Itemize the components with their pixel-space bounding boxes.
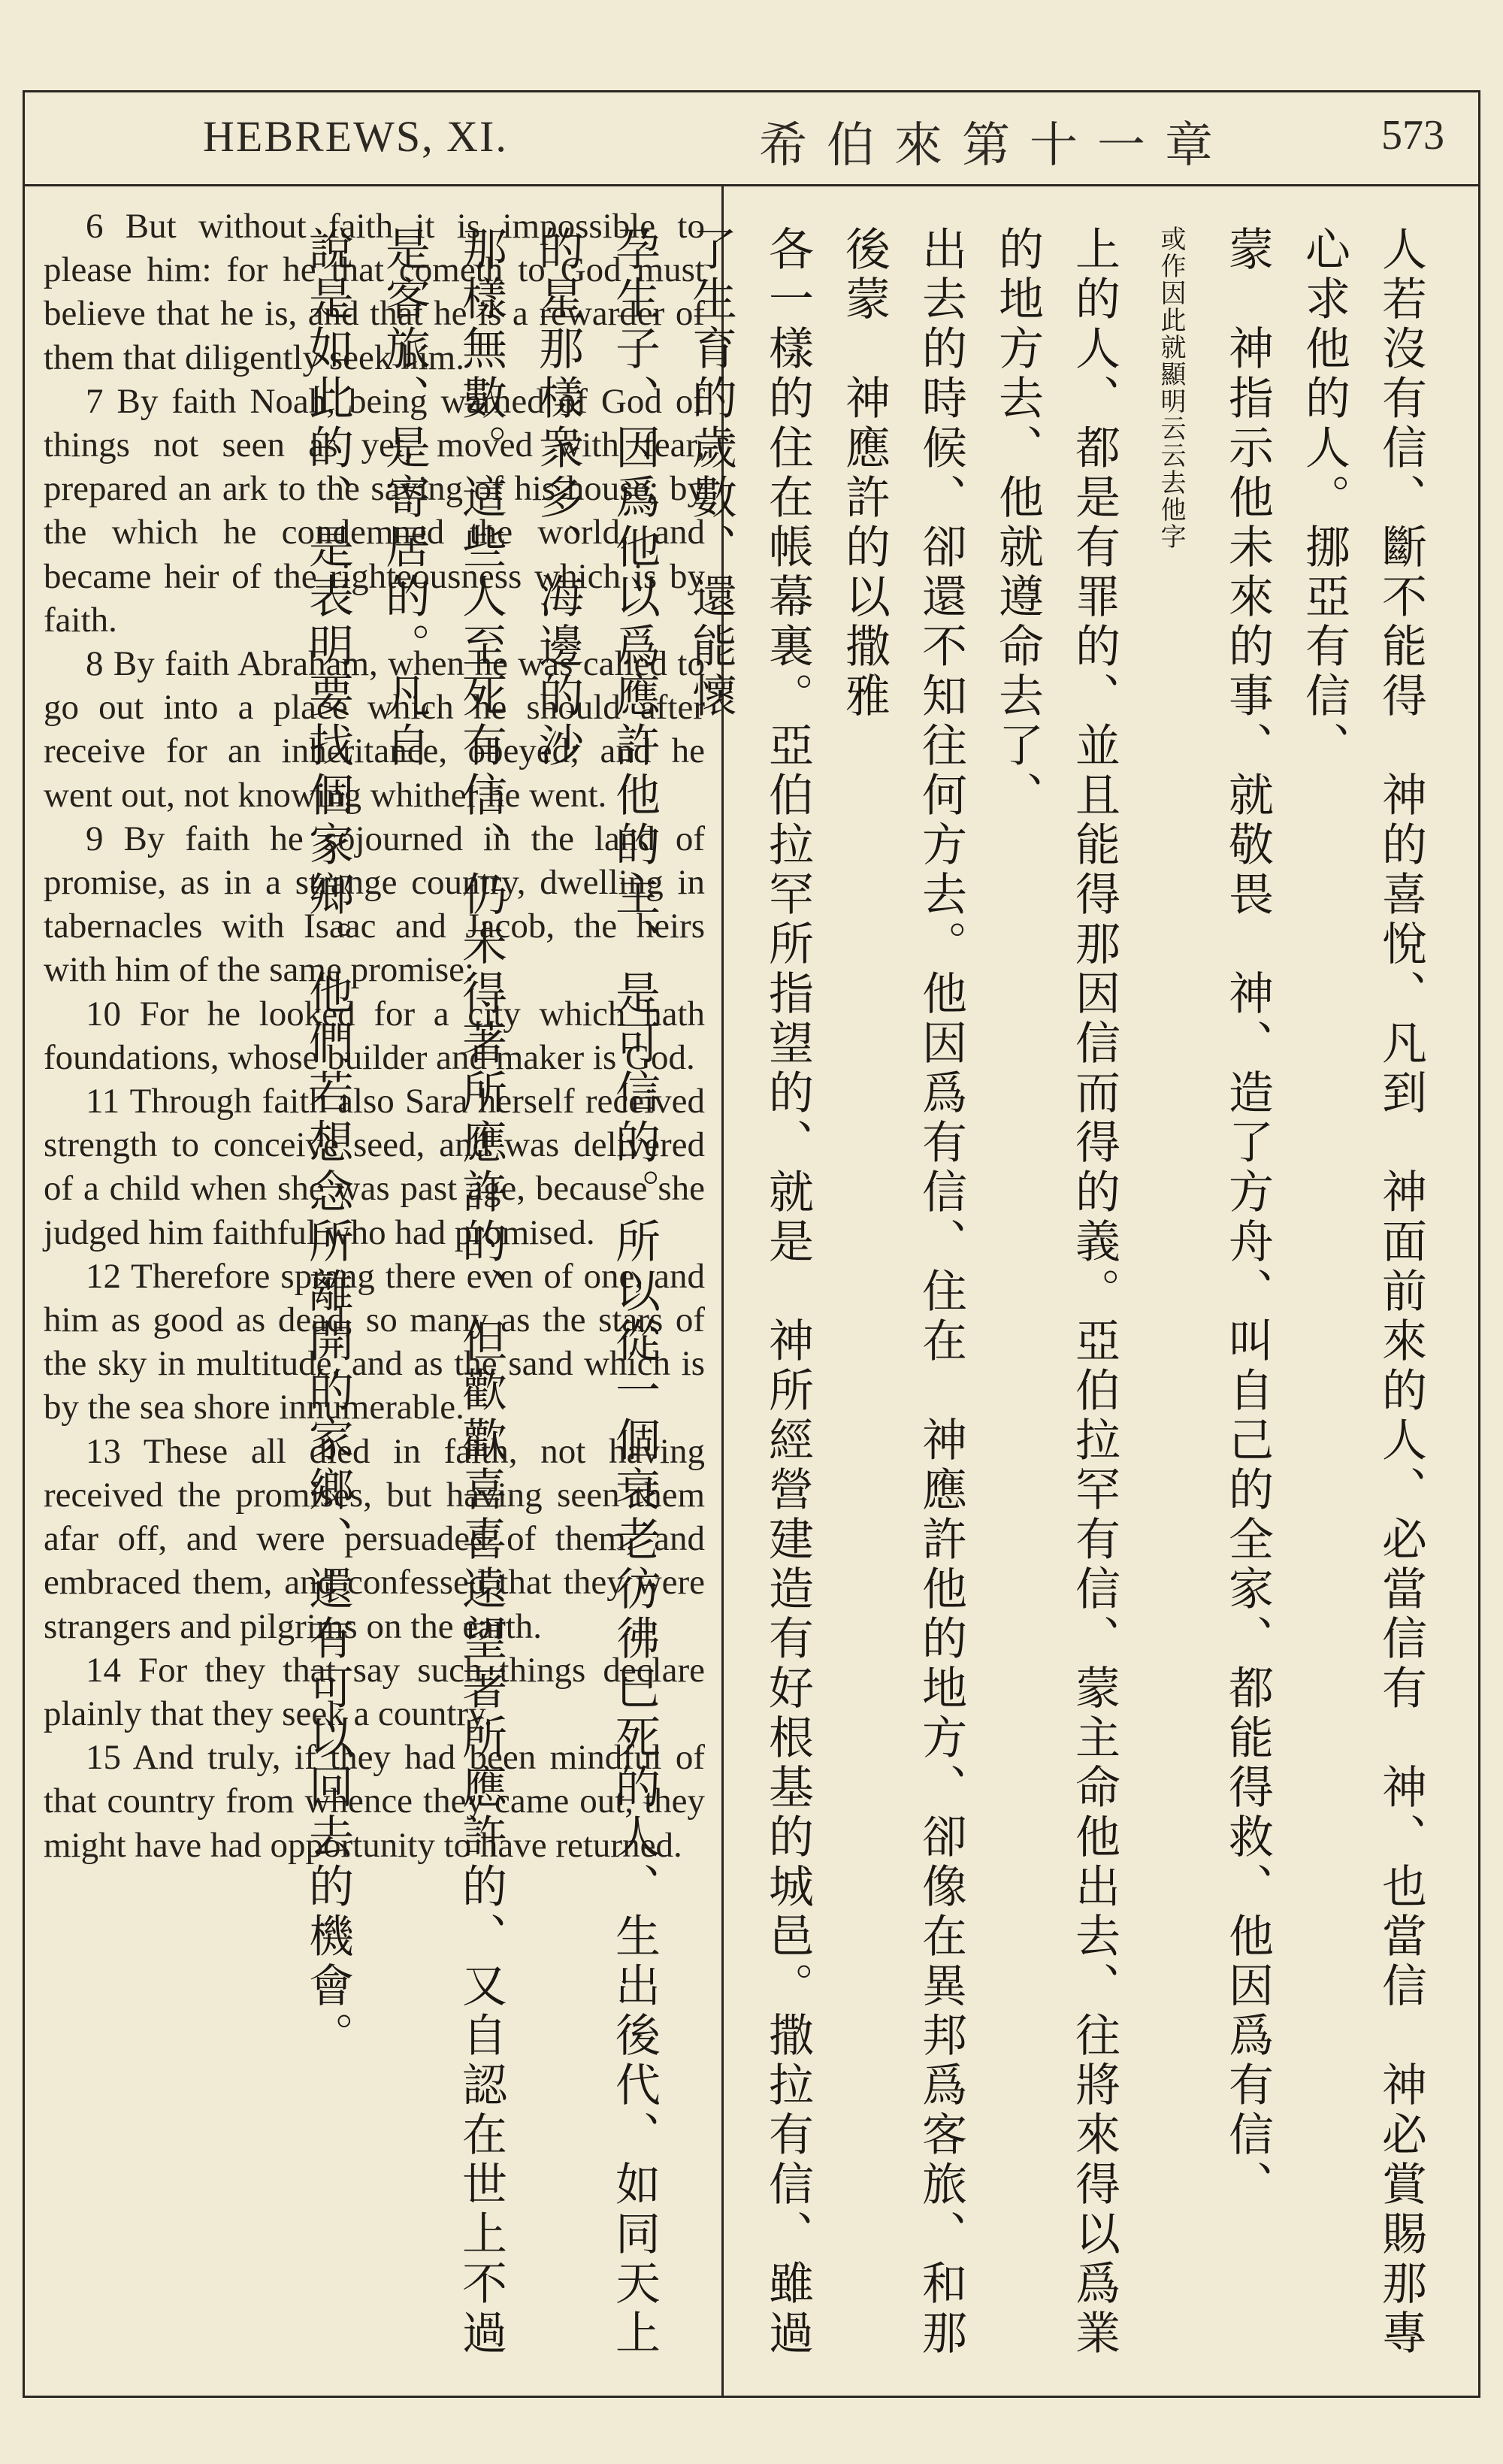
verse-6: 6 But without faith it is impossible to please him: for he that cometh to God must believe that he is, and that he is a rewarder of them that diligently seek him. bbox=[44, 207, 705, 377]
verse-13: 13 These all died in faith, not having received the promises, but having seen them afar off, and were persuaded of them, and embraced them, and confessed that they were strangers and pilgrims on the earth. bbox=[44, 1431, 705, 1646]
header-right-title: 希伯來第十一章 bbox=[759, 118, 1232, 174]
chinese-column-5: 各一樣的住在帳幕裏。亞伯拉罕所指望的、就是 神所經營建造有好根基的城邑。撒拉有信、雖過了生育的歲數、還能懷 bbox=[685, 226, 814, 2359]
verse-10: 10 For he looked for a city which hath foundations, whose builder and maker is God. bbox=[44, 994, 705, 1077]
header-left-title: HEBREWS, XI. bbox=[203, 112, 508, 161]
verse-15: 15 And truly, if they had been mindful of that country from whence they came out, they might have had opportunity to have returned. bbox=[44, 1738, 705, 1865]
chinese-column-1: 人若沒有信、斷不能得 神的喜悅、凡到 神面前來的人、必當信有 神、也當信 神必賞賜那專心求他的人。挪亞有信、 bbox=[1298, 226, 1427, 2359]
chinese-column-7: 那樣無數。這些人至死有信、仍未得著所應許的、但歡歡喜喜遠望著所應許的、又自認在世上不過是客旅、是寄居的。凡自 bbox=[378, 226, 507, 2359]
verse-12: 12 Therefore sprang there even of one, and him as good as dead, so many as the stars of the sky in multitude, and as the sand which is by the sea shore innumerable. bbox=[44, 1256, 705, 1427]
chinese-column-4: 出去的時候、卻還不知往何方去。他因爲有信、住在 神應許他的地方、卻像在異邦爲客旅、和那後蒙 神應許的以撒雅 bbox=[838, 226, 967, 2359]
marginal-note: 或作因此就顯明云云去他字 bbox=[1156, 226, 1186, 550]
chinese-column-3: 上的人、都是有罪的、並且能得那因信而得的義。亞伯拉罕有信、蒙主命他出去、往將來得以爲業的地方去、他就遵命去了、 bbox=[991, 226, 1120, 2359]
chinese-column-2: 蒙 神指示他未來的事、就敬畏 神、造了方舟、叫自己的全家、都能得救、他因爲有信、 bbox=[1221, 226, 1274, 2210]
verse-14: 14 For they that say such things declare plainly that they seek a country. bbox=[44, 1650, 705, 1733]
verse-7: 7 By faith Noah, being warned of God of things not seen as yet, moved with fear, prepared an ark to the saving of his house; by the which he condemned the world, and became heir of the righteousness which is by faith. bbox=[44, 381, 705, 640]
chinese-column-6: 孕生子、因爲他以爲應許他的主、是可信的。所以從一個衰老彷彿已死的人、生出後代、如同天上的星那樣衆多、海邊的沙 bbox=[531, 226, 661, 2359]
chinese-column-8: 說是如此的、是表明要找個家鄉。他們若想念所離開的家鄉、還有可以回去的機會。 bbox=[301, 226, 354, 2061]
verse-11: 11 Through faith also Sara herself received strength to conceive seed, and was delivered of a child when she was past age, because she judged him faithful who had promised. bbox=[44, 1082, 705, 1252]
page-header bbox=[23, 90, 1480, 186]
verse-9: 9 By faith he sojourned in the land of promise, as in a strange country, dwelling in tabernacles with Isaac and Jacob, the heirs with him of the same promise: bbox=[44, 819, 705, 990]
page-number: 573 bbox=[1381, 112, 1444, 159]
verse-8: 8 By faith Abraham, when he was called to go out into a place which he should after receive for an inheritance, obeyed; and he went out, not knowing whither he went. bbox=[44, 644, 705, 815]
